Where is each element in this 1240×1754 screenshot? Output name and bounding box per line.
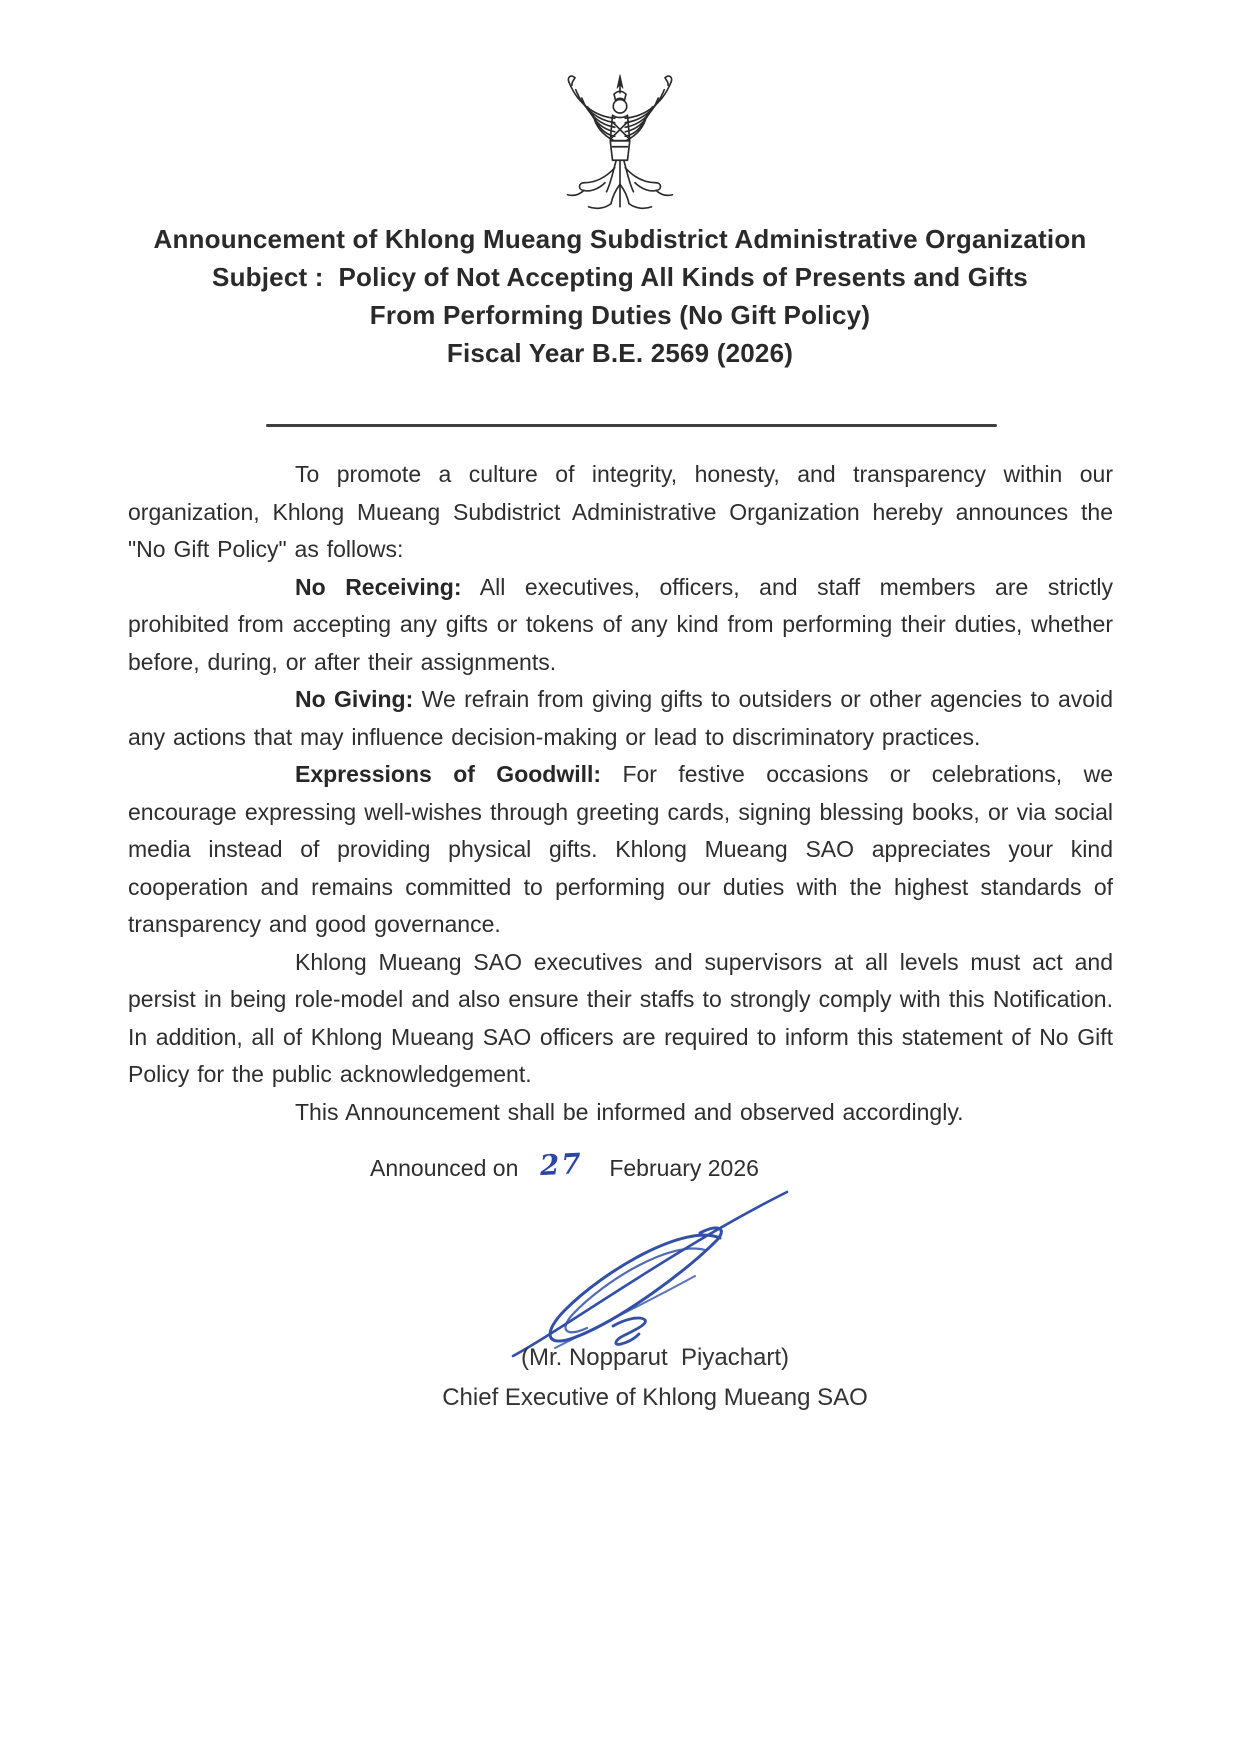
paragraph-expressions-of-goodwill <box>128 756 1113 944</box>
paragraph-lead: Expressions of Goodwill: <box>295 761 602 787</box>
title-line-subject: Subject : Policy of Not Accepting All Kinds of Presents and Gifts <box>212 262 1028 292</box>
paragraph-closing <box>128 1094 1113 1132</box>
paragraph-no-giving <box>128 681 1113 756</box>
signoff-block <box>380 1338 930 1418</box>
paragraph-text: Khlong Mueang SAO executives and supervisors at all levels must act and persist in being role-model and also ensure their staffs to strongly comply with this Notification. In addition, all of Khlong Mueang SAO officers are required to inform this statement of No Gift Policy for the public acknowledgement. <box>128 948 1113 1087</box>
paragraph-text: For festive occasions or celebrations, we encourage expressing well-wishes through greeting cards, signing blessing books, or via social media instead of providing physical gifts. Khlong Mueang SAO appreciates your kind cooperation and remains committed to performing our duties with the highest standards of transparency and good governance. <box>128 761 1113 937</box>
paragraph-intro <box>128 456 1113 569</box>
announced-date-text: February 2026 <box>609 1155 759 1181</box>
garuda-emblem-icon <box>545 70 695 216</box>
paragraph-text: We refrain from giving gifts to outsiders or other agencies to avoid any actions that may influence decision-making or lead to discriminatory practices. <box>128 686 1113 750</box>
signer-title: Chief Executive of Khlong Mueang SAO <box>442 1384 868 1411</box>
document-title-block <box>0 220 1240 372</box>
title-line-subject-2: From Performing Duties (No Gift Policy) <box>369 300 871 330</box>
paragraph-compliance <box>128 944 1113 1094</box>
announced-on-label: Announced on <box>370 1155 519 1181</box>
signer-name: (Mr. Nopparut Piyachart) <box>520 1344 790 1371</box>
paragraph-text: All executives, officers, and staff members are strictly prohibited from accepting any gifts or tokens of any kind from performing their duties, whether before, during, or after their assignments. <box>128 573 1114 675</box>
document-body <box>128 456 1113 1131</box>
paragraph-no-receiving <box>128 569 1113 682</box>
paragraph-lead: No Giving: <box>295 686 414 712</box>
horizontal-divider <box>266 424 997 427</box>
handwritten-day: 27 <box>539 1146 585 1183</box>
title-line-fiscal-year: Fiscal Year B.E. 2569 (2026) <box>446 338 794 368</box>
paragraph-text: This Announcement shall be informed and observed accordingly. <box>295 1098 964 1125</box>
paragraph-text: To promote a culture of integrity, honesty, and transparency within our organization, Khlong Mueang Subdistrict Administrative Organization hereby announces the "No Gift Policy" as follows: <box>128 461 1113 562</box>
paragraph-lead: No Receiving: <box>295 573 462 600</box>
title-line-announcement: Announcement of Khlong Mueang Subdistrict Administrative Organization <box>153 224 1087 254</box>
